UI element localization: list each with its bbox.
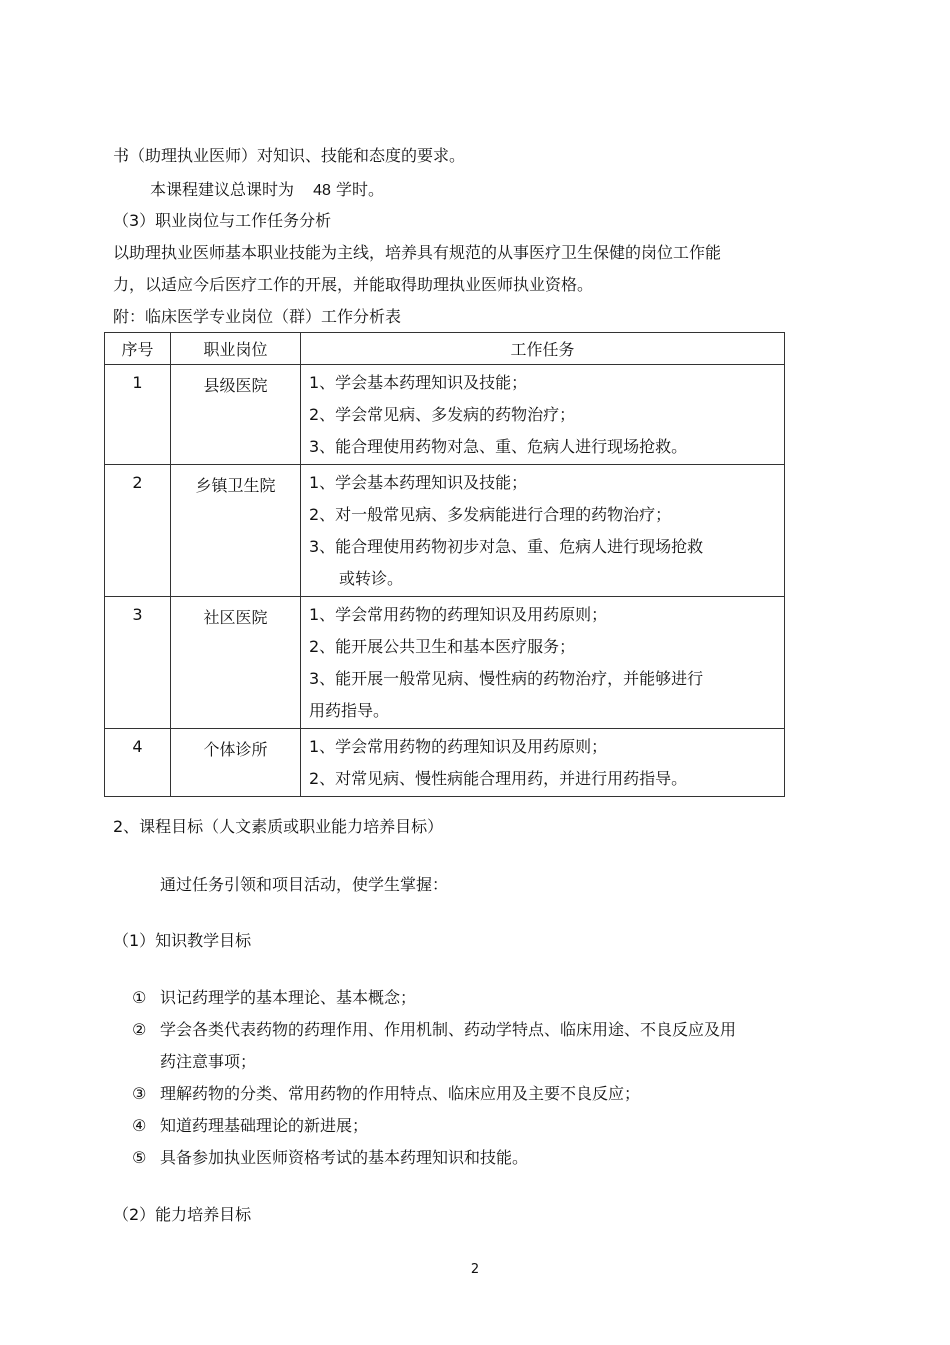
task-item: 2、对一般常见病、多发病能进行合理的药物治疗； [309, 505, 672, 524]
table-caption: 附：临床医学专业岗位（群）工作分析表 [113, 307, 402, 326]
row-post: 个体诊所 [171, 729, 301, 797]
row-tasks [301, 365, 785, 465]
task-item: 3、能合理使用药物初步对急、重、危病人进行现场抢救 [309, 537, 704, 556]
goal-marker: ② [132, 1020, 147, 1039]
goal-item [132, 1020, 736, 1040]
total-hours-number: 48 [313, 182, 331, 199]
task-item-continuation: 或转诊。 [339, 569, 404, 588]
goal-item [132, 988, 416, 1008]
task-item: 1、学会基本药理知识及技能； [309, 473, 528, 492]
goal-marker: ⑤ [132, 1148, 147, 1167]
goal-marker: ① [132, 988, 147, 1007]
header-tasks: 工作任务 [301, 333, 785, 365]
goal-text: 识记药理学的基本理论、基本概念； [160, 988, 417, 1007]
paragraph-line: 以助理执业医师基本职业技能为主线，培养具有规范的从事医疗卫生保健的岗位工作能 [113, 243, 722, 262]
row-seq: 3 [105, 597, 171, 729]
goal-text: 知道药理基础理论的新进展； [160, 1116, 369, 1135]
row-post: 社区医院 [171, 597, 301, 729]
task-item: 1、学会基本药理知识及技能； [309, 373, 528, 392]
table-row [105, 729, 785, 797]
job-analysis-table [104, 332, 785, 797]
task-item: 2、学会常见病、多发病的药物治疗； [309, 405, 576, 424]
total-hours-line [150, 180, 384, 201]
goal-text: 学会各类代表药物的药理作用、作用机制、药动学特点、临床用途、不良反应及用 [160, 1020, 737, 1039]
header-seq: 序号 [105, 333, 171, 365]
task-item: 2、能开展公共卫生和基本医疗服务； [309, 637, 576, 656]
row-post: 乡镇卫生院 [171, 465, 301, 597]
goal-item [132, 1148, 528, 1168]
section-intro: 通过任务引领和项目活动，使学生掌握： [160, 875, 449, 894]
row-post: 县级医院 [171, 365, 301, 465]
goal-item-continuation [132, 1052, 256, 1072]
goal-item [132, 1084, 640, 1104]
task-item: 3、能合理使用药物对急、重、危病人进行现场抢救。 [309, 437, 688, 456]
header-post: 职业岗位 [171, 333, 301, 365]
row-seq: 1 [105, 365, 171, 465]
table-row [105, 465, 785, 597]
goal-marker: ③ [132, 1084, 147, 1103]
subsection-heading-3: （3）职业岗位与工作任务分析 [113, 211, 332, 230]
paragraph-line: 力，以适应今后医疗工作的开展，并能取得助理执业医师执业资格。 [113, 275, 594, 294]
total-hours-unit: 学时。 [336, 180, 385, 199]
paragraph-continuation: 书（助理执业医师）对知识、技能和态度的要求。 [113, 146, 466, 165]
task-item: 1、学会常用药物的药理知识及用药原则； [309, 737, 608, 756]
subsection-heading-ability: （2）能力培养目标 [113, 1205, 252, 1224]
task-item: 1、学会常用药物的药理知识及用药原则； [309, 605, 608, 624]
table-row [105, 597, 785, 729]
table-header-row [105, 333, 785, 365]
row-seq: 4 [105, 729, 171, 797]
row-tasks [301, 729, 785, 797]
task-item-continuation: 用药指导。 [309, 701, 390, 720]
row-seq: 2 [105, 465, 171, 597]
goal-text: 具备参加执业医师资格考试的基本药理知识和技能。 [160, 1148, 529, 1167]
goal-text: 药注意事项； [160, 1052, 257, 1071]
table-row [105, 365, 785, 465]
section-heading-2: 2、课程目标（人文素质或职业能力培养目标） [113, 817, 444, 836]
goal-item [132, 1116, 368, 1136]
row-tasks [301, 465, 785, 597]
goal-marker: ④ [132, 1116, 147, 1135]
subsection-heading-knowledge: （1）知识教学目标 [113, 931, 252, 950]
task-item: 2、对常见病、慢性病能合理用药，并进行用药指导。 [309, 769, 688, 788]
task-item: 3、能开展一般常见病、慢性病的药物治疗，并能够进行 [309, 669, 704, 688]
total-hours-text: 本课程建议总课时为 [150, 180, 295, 199]
row-tasks [301, 597, 785, 729]
goal-text: 理解药物的分类、常用药物的作用特点、临床应用及主要不良反应； [160, 1084, 641, 1103]
page-number: 2 [470, 1262, 480, 1277]
